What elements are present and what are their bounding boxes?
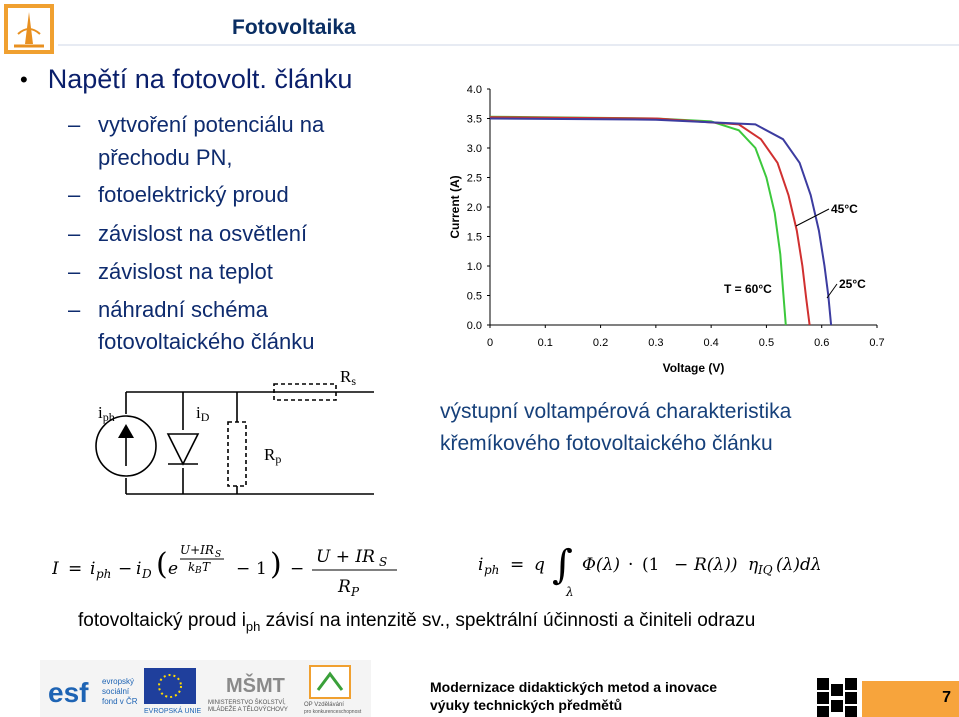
funding-logos: [40, 660, 371, 717]
list-item: [68, 182, 289, 208]
series-line-3: [490, 119, 831, 326]
svg-text:U+IR: U+IR: [180, 543, 214, 557]
svg-text:i: i: [90, 559, 96, 579]
annotation-45c: 45°C: [831, 202, 858, 216]
x-tick-label: 0.7: [869, 337, 885, 349]
svg-text:MŠMT: MŠMT: [226, 675, 285, 697]
svg-text:−: −: [118, 559, 133, 579]
svg-text:q: q: [534, 555, 545, 575]
svg-text:1: 1: [256, 559, 267, 579]
list-item: [68, 259, 273, 285]
x-tick-label: 0.4: [703, 337, 719, 349]
rp-label: Rp: [264, 445, 282, 466]
x-tick-label: 0.5: [758, 337, 775, 349]
svg-text:R: R: [338, 577, 351, 597]
page-number: 7: [862, 681, 959, 717]
dash-icon: –: [68, 221, 81, 246]
project-name-line: Modernizace didaktických metod a inovace: [430, 679, 718, 695]
list-item: [68, 112, 324, 138]
x-tick-label: 0.1: [537, 337, 553, 349]
caption-line: výstupní voltampérová charakteristika: [440, 400, 792, 423]
y-tick-label: 4.0: [466, 84, 482, 96]
svg-text:R(λ)): R(λ)): [694, 555, 738, 575]
y-tick-label: 3.0: [466, 143, 482, 155]
svg-text:(: (: [156, 547, 168, 582]
list-item-text: závislost na osvětlení: [98, 221, 308, 246]
checker-logo-icon: [817, 678, 857, 717]
svg-text:∫: ∫: [552, 542, 573, 588]
x-axis-label: Voltage (V): [662, 361, 725, 375]
svg-text:(λ)dλ: (λ)dλ: [776, 555, 822, 575]
list-item: [68, 221, 307, 247]
svg-text:=: =: [68, 559, 83, 579]
svg-text:I: I: [52, 559, 59, 579]
svg-text:B: B: [195, 566, 202, 576]
list-item-continuation: [68, 329, 314, 355]
svg-text:e: e: [168, 559, 179, 579]
svg-text:D: D: [142, 567, 152, 581]
equivalent-circuit-diagram: [94, 366, 378, 516]
annotation-45c-pointer: [796, 209, 829, 226]
y-tick-label: 1.0: [466, 261, 482, 273]
svg-text:sociální: sociální: [102, 687, 130, 696]
bullet-icon: •: [20, 66, 28, 92]
iv-chart: [441, 72, 901, 385]
chart-caption: [440, 396, 791, 460]
university-logo: [4, 4, 54, 54]
note-prefix: fotovoltaický proud i: [78, 610, 246, 631]
main-heading: [20, 64, 352, 95]
svg-text:i: i: [478, 555, 484, 575]
svg-text:evropský: evropský: [102, 677, 135, 686]
svg-text:esf: esf: [48, 677, 89, 708]
annotation-60c: T = 60°C: [724, 282, 772, 296]
svg-text:=: =: [510, 555, 525, 575]
photocurrent-equation: [478, 534, 888, 598]
svg-text:−: −: [674, 555, 689, 575]
svg-text:S: S: [215, 550, 222, 560]
x-tick-label: 0.2: [592, 337, 609, 349]
y-axis-label: Current (A): [448, 175, 462, 239]
x-tick-label: 0.3: [648, 337, 664, 349]
annotation-25c: 25°C: [839, 277, 866, 291]
list-item-text: fotoelektrický proud: [98, 182, 289, 207]
svg-text:OP Vzdělávání: OP Vzdělávání: [304, 702, 344, 708]
y-tick-label: 0.0: [466, 320, 482, 332]
id-label: iD: [196, 403, 210, 424]
list-item-continuation: [68, 145, 233, 171]
svg-text:−: −: [236, 559, 251, 579]
svg-text:MLÁDEŽE A TĚLOVÝCHOVY: MLÁDEŽE A TĚLOVÝCHOVY: [208, 707, 288, 713]
list-item: [68, 297, 268, 323]
svg-text:T: T: [202, 560, 211, 574]
svg-text:·: ·: [628, 555, 634, 575]
eu-flag-logo: [144, 668, 202, 715]
project-name: [430, 678, 717, 714]
list-item-text: vytvoření potenciálu na: [98, 112, 325, 137]
y-tick-label: 3.5: [466, 113, 482, 126]
svg-text:S: S: [379, 555, 388, 569]
svg-text:pro konkurenceschopnost: pro konkurenceschopnost: [304, 709, 362, 715]
caption-line: křemíkového fotovoltaického článku: [440, 432, 773, 455]
x-tick-label: 0: [486, 337, 494, 349]
dash-icon: –: [68, 182, 81, 207]
main-heading-text: Napětí na fotovolt. článku: [47, 64, 353, 94]
svg-text:IQ: IQ: [758, 563, 773, 577]
svg-text:η: η: [748, 555, 759, 575]
svg-text:MINISTERSTVO ŠKOLSTVÍ,: MINISTERSTVO ŠKOLSTVÍ,: [208, 700, 286, 706]
y-tick-label: 2.5: [466, 172, 482, 185]
iph-label: iph: [98, 403, 115, 424]
svg-text:(1: (1: [642, 555, 660, 575]
svg-text:EVROPSKÁ UNIE: EVROPSKÁ UNIE: [144, 708, 202, 715]
dash-icon: –: [68, 297, 81, 322]
header-divider: [58, 44, 959, 46]
svg-text:−: −: [290, 559, 305, 579]
photocurrent-note: [78, 610, 755, 634]
svg-text:Φ(λ): Φ(λ): [582, 555, 620, 575]
y-tick-label: 1.5: [466, 231, 482, 244]
svg-text:P: P: [351, 585, 360, 598]
y-tick-label: 0.5: [466, 290, 482, 303]
svg-text:λ: λ: [566, 585, 574, 598]
diode-equation: [52, 538, 432, 598]
list-item-text: závislost na teplot: [98, 259, 273, 284]
note-suffix: závisí na intenzitě sv., spektrální účinnosti a činiteli odrazu: [260, 610, 756, 631]
svg-text:): ): [270, 547, 282, 582]
dash-icon: –: [68, 259, 81, 284]
svg-text:i: i: [136, 559, 142, 579]
svg-text:U + IR: U + IR: [316, 547, 375, 567]
svg-text:fond v ČR: fond v ČR: [102, 697, 138, 706]
list-item-text: náhradní schéma: [98, 297, 268, 322]
project-name-line: výuky technických předmětů: [430, 697, 623, 713]
list-item-text: fotovoltaického článku: [98, 329, 315, 354]
svg-text:k: k: [188, 560, 196, 574]
rs-label: Rs: [340, 367, 357, 388]
list-item-text: přechodu PN,: [98, 145, 233, 170]
dash-icon: –: [68, 112, 81, 137]
note-sub: ph: [245, 618, 261, 634]
svg-text:ph: ph: [96, 567, 112, 581]
header-title: Fotovoltaika: [232, 16, 356, 39]
svg-text:ph: ph: [484, 563, 500, 577]
y-tick-label: 2.0: [466, 202, 482, 214]
x-tick-label: 0.6: [814, 337, 830, 349]
